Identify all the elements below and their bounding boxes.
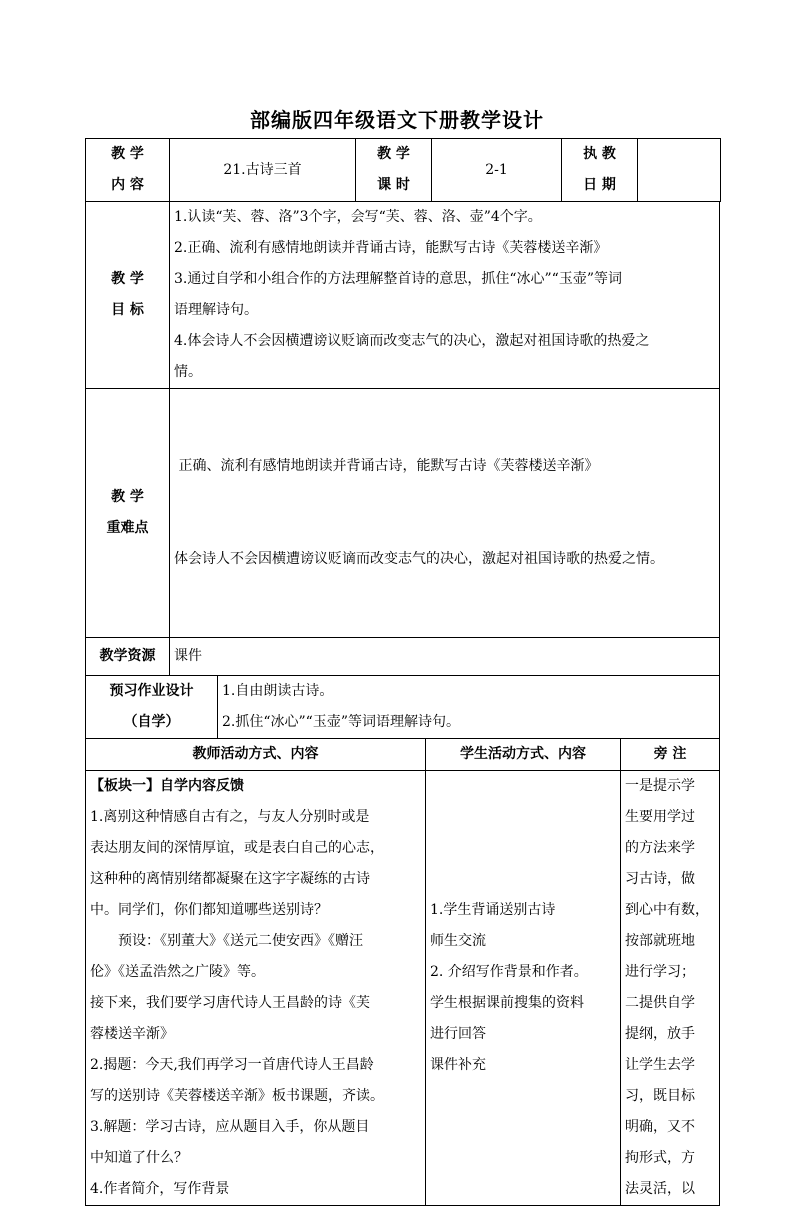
objective-line: 4.体会诗人不会因横遭谤议贬谪而改变志气的决心，激起对祖国诗歌的热爱之 <box>174 333 650 349</box>
teacher-line: 中知道了什么？ <box>90 1150 188 1166</box>
student-line: 课件补充 <box>430 1057 486 1073</box>
objective-line: 情。 <box>174 364 202 380</box>
objectives-content <box>170 202 720 389</box>
note-line: 法灵活，以 <box>625 1181 695 1197</box>
teacher-line: 预设：《别董大》《送元二使安西》《赠汪 <box>118 933 363 949</box>
note-line: 生要用学过 <box>625 809 695 825</box>
preview-label <box>86 676 218 739</box>
teacher-line: 中。同学们，你们都知道哪些送别诗？ <box>90 902 328 918</box>
note-line: 按部就班地 <box>625 933 695 949</box>
resources-value-text: 课件 <box>174 648 202 664</box>
teacher-line: 蓉楼送辛渐》 <box>90 1026 174 1042</box>
note-line: 到心中有数， <box>625 902 709 918</box>
student-line: 2. 介绍写作背景和作者。 <box>430 964 588 980</box>
student-activity-header <box>426 739 621 771</box>
goals-table <box>85 201 720 676</box>
info-table <box>85 138 721 202</box>
lesson-plan-frame <box>85 138 720 1206</box>
teacher-activity-content <box>86 771 426 1206</box>
teacher-line: 4.作者简介，写作背景 <box>90 1181 230 1197</box>
student-activity-content <box>426 771 621 1206</box>
date-label-line-1: 执 教 <box>583 146 616 162</box>
resources-value <box>170 638 720 676</box>
note-line: 二提供自学 <box>625 995 695 1011</box>
notes-header <box>621 739 720 771</box>
key-point-line: 体会诗人不会因横遭谤议贬谪而改变志气的决心，激起对祖国诗歌的热爱之情。 <box>174 551 664 567</box>
teacher-line: 这种种的离情别绪都凝聚在这字字凝练的古诗 <box>90 871 370 887</box>
student-line: 进行回答 <box>430 1026 486 1042</box>
student-line: 师生交流 <box>430 933 486 949</box>
preview-table <box>85 675 720 739</box>
date-value <box>638 139 721 202</box>
student-line: 1.学生背诵送别古诗 <box>430 902 556 918</box>
teacher-activity-header <box>86 739 426 771</box>
teacher-line: 2.揭题：今天,我们再学习一首唐代诗人王昌龄 <box>90 1057 374 1073</box>
date-label-line-2: 日 期 <box>583 177 616 193</box>
key-points-label-line-2: 重难点 <box>106 520 149 536</box>
note-line: 习古诗，做 <box>625 871 695 887</box>
preview-line: 1.自由朗读古诗。 <box>222 683 334 699</box>
note-line: 的方法来学 <box>625 840 695 856</box>
teacher-line: 接下来，我们要学习唐代诗人王昌龄的诗《芙 <box>90 995 370 1011</box>
teacher-line: 写的送别诗《芙蓉楼送辛渐》板书课题，齐读。 <box>90 1088 384 1104</box>
objective-line: 3.通过自学和小组合作的方法理解整首诗的意思，抓住“冰心”“玉壶”等词 <box>174 271 622 287</box>
preview-label-line-2: （自学） <box>123 714 180 730</box>
content-label-line-2: 内 容 <box>111 177 144 193</box>
resources-label-text: 教学资源 <box>99 648 156 664</box>
content-label-line-1: 教 学 <box>111 146 144 162</box>
teacher-line: 表达朋友间的深情厚谊，或是表白自己的心志， <box>90 840 384 856</box>
teacher-line: 伦》《送孟浩然之广陵》等。 <box>90 964 265 980</box>
student-header-text: 学生活动方式、内容 <box>460 746 586 762</box>
objective-line: 1.认读“芙、蓉、洛”3个字，会写“芙、蓉、洛、壶”4个字。 <box>174 209 542 225</box>
teacher-header-text: 教师活动方式、内容 <box>192 746 319 762</box>
objectives-label-line-2: 目 标 <box>111 302 144 318</box>
date-label <box>562 139 638 202</box>
document-title: 部编版四年级语文下册教学设计 <box>250 108 544 132</box>
objectives-label-line-1: 教 学 <box>111 271 144 287</box>
activities-table <box>85 738 720 1206</box>
objective-line: 语理解诗句。 <box>174 302 258 318</box>
preview-label-line-1: 预习作业设计 <box>109 683 194 699</box>
note-line: 拘形式，方 <box>625 1150 695 1166</box>
content-label <box>86 139 170 202</box>
key-points-content <box>170 389 720 638</box>
content-value <box>170 139 356 202</box>
note-line: 明确，又不 <box>625 1119 695 1135</box>
notes-content <box>621 771 720 1206</box>
note-line: 提纲，放手 <box>625 1026 695 1042</box>
resources-label <box>86 638 170 676</box>
key-points-label <box>86 389 170 638</box>
periods-label-line-1: 教 学 <box>377 146 410 162</box>
objective-line: 2.正确、流利有感情地朗读并背诵古诗，能默写古诗《芙蓉楼送辛渐》 <box>174 240 608 256</box>
content-value-text: 21.古诗三首 <box>223 161 302 178</box>
periods-label-line-2: 课 时 <box>377 177 410 193</box>
note-line: 习，既目标 <box>625 1088 695 1104</box>
teacher-line: 1.离别这种情感自古有之，与友人分别时或是 <box>90 809 370 825</box>
note-line: 一是提示学 <box>625 778 695 794</box>
periods-value <box>432 139 562 202</box>
preview-content <box>218 676 720 739</box>
notes-header-text: 旁 注 <box>653 746 687 762</box>
block-heading: 【板块一】自学内容反馈 <box>90 778 244 794</box>
student-line: 学生根据课前搜集的资料 <box>430 995 584 1011</box>
key-points-label-line-1: 教 学 <box>111 489 144 505</box>
periods-value-text: 2-1 <box>485 161 508 178</box>
note-line: 让学生去学 <box>625 1057 695 1073</box>
objectives-label <box>86 202 170 389</box>
preview-line: 2.抓住“冰心”“玉壶”等词语理解诗句。 <box>222 714 460 730</box>
periods-label <box>356 139 432 202</box>
key-point-line: 正确、流利有感情地朗读并背诵古诗，能默写古诗《芙蓉楼送辛渐》 <box>174 458 599 474</box>
note-line: 进行学习； <box>625 964 695 980</box>
teacher-line: 3.解题：学习古诗，应从题目入手，你从题目 <box>90 1119 370 1135</box>
